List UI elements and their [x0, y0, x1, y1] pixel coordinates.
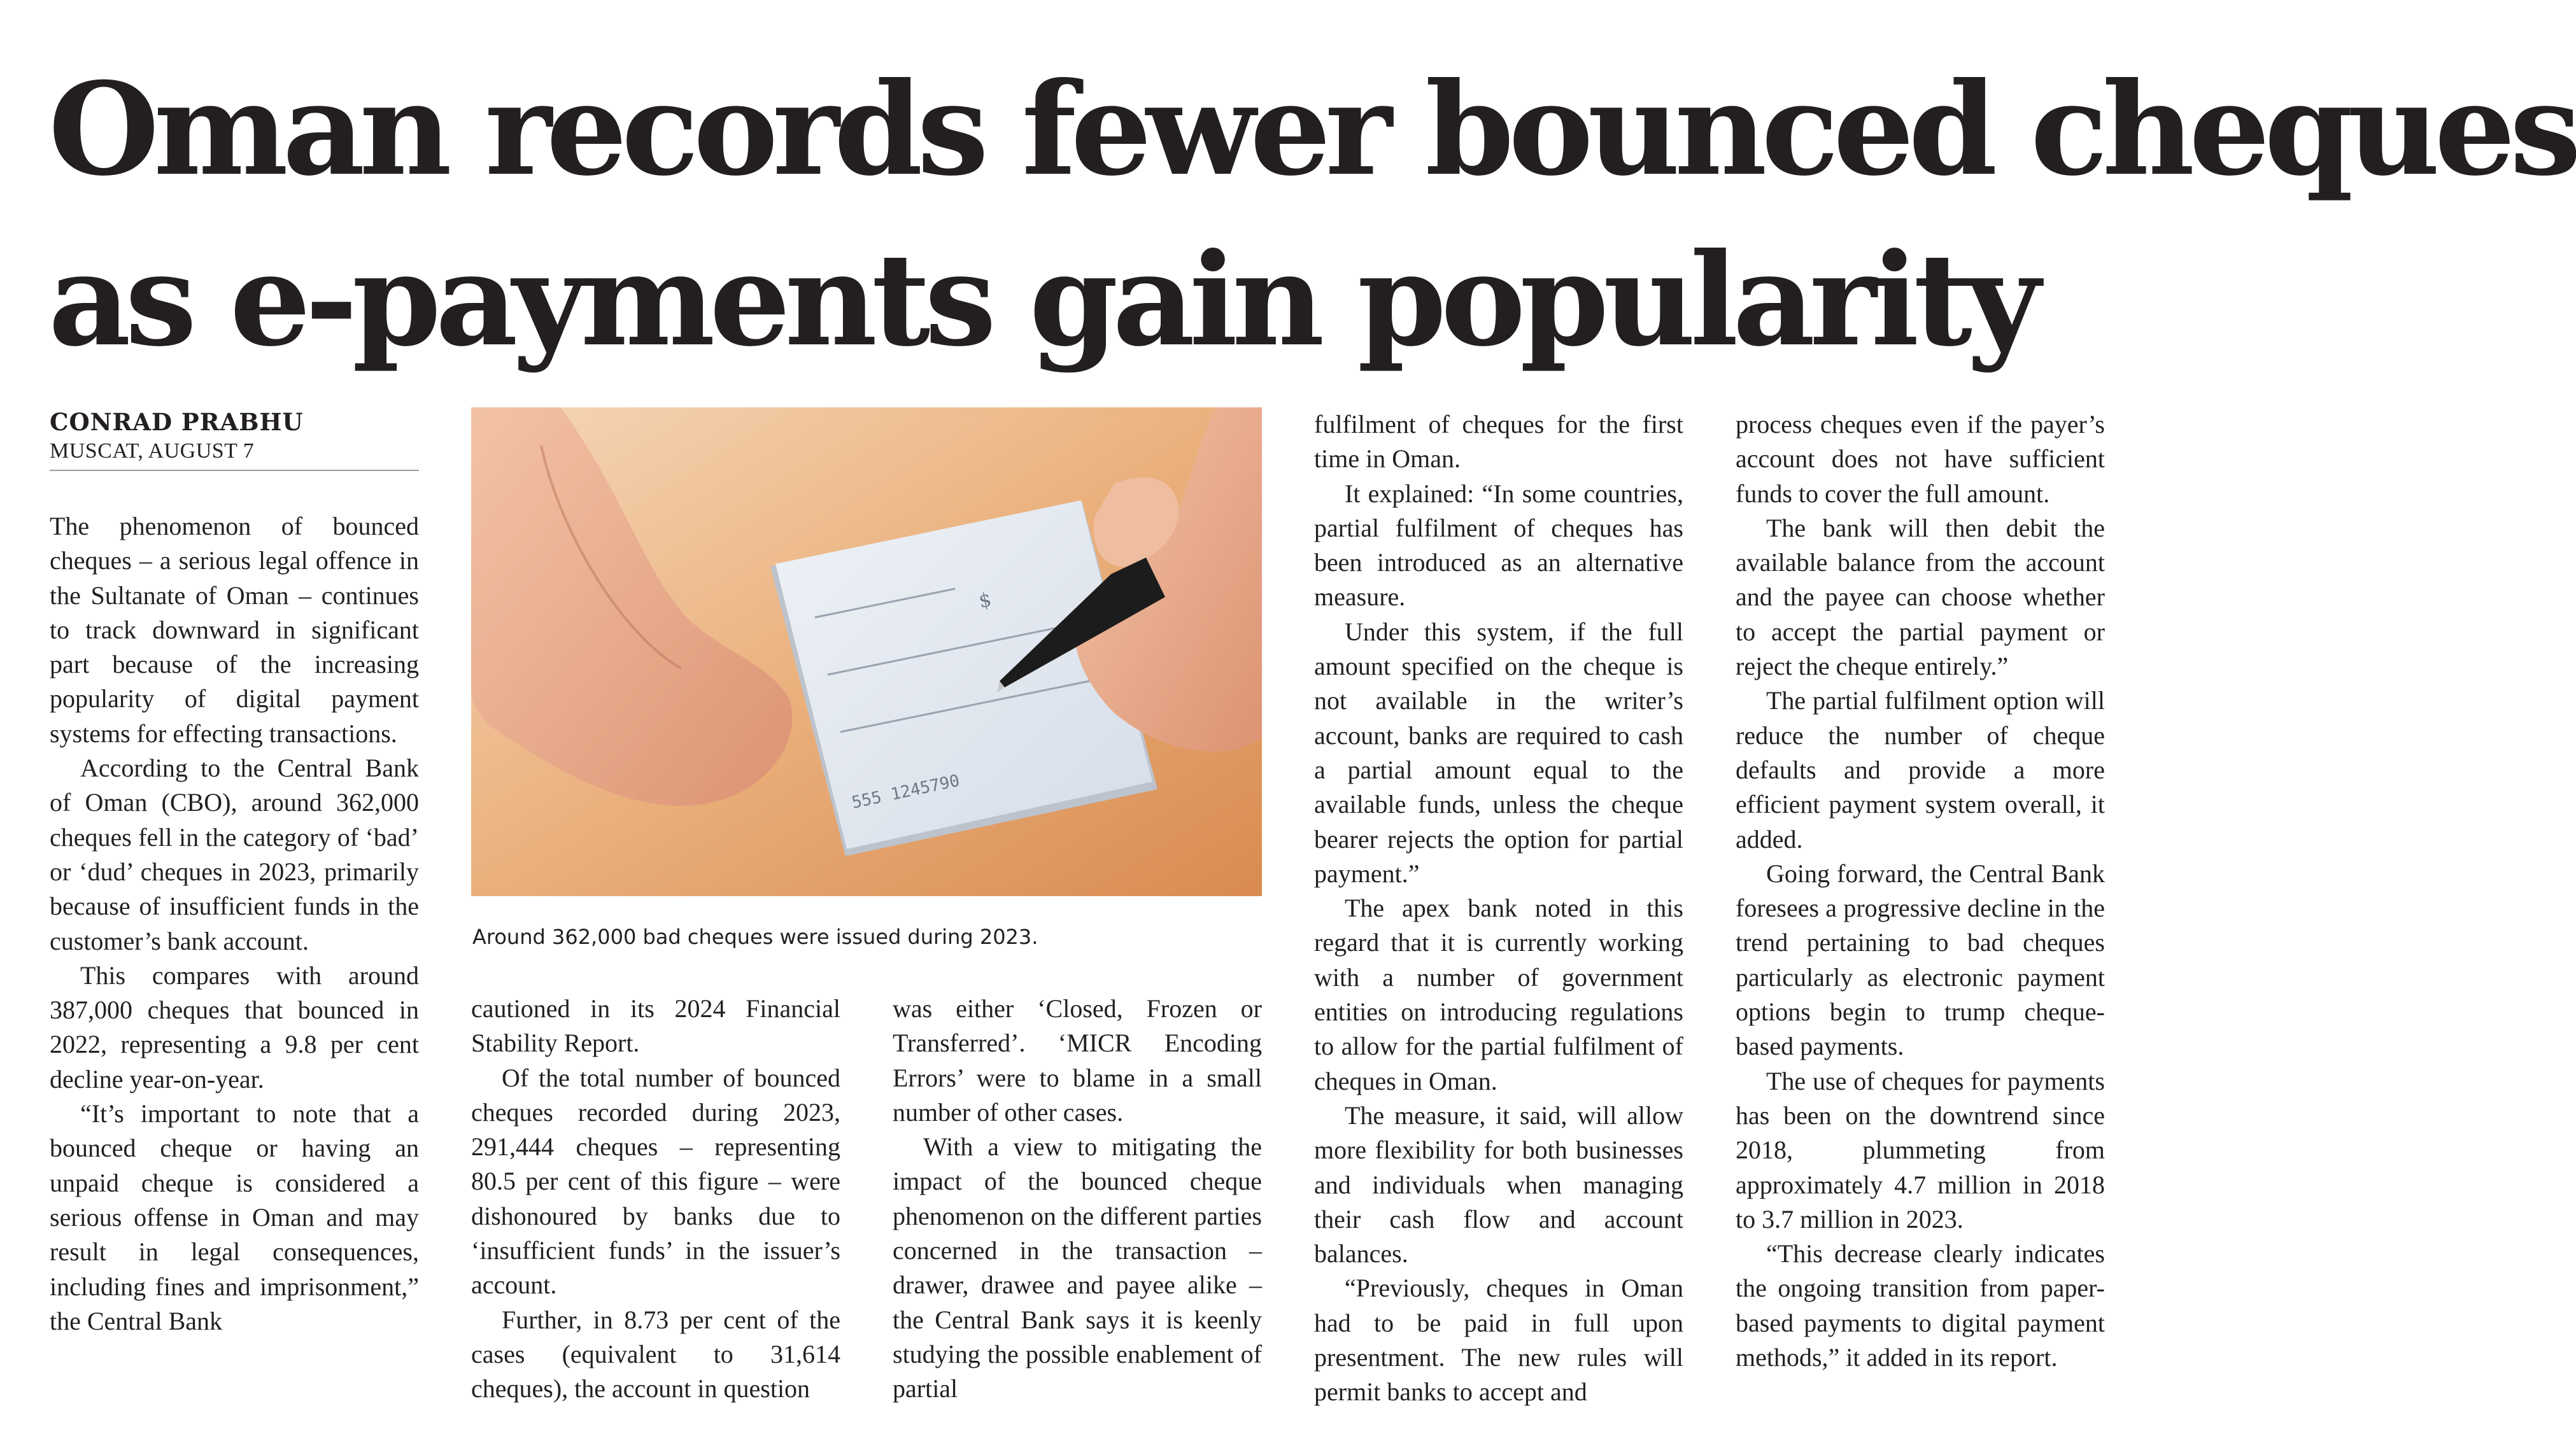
- paragraph: Further, in 8.73 per cent of the cases (equivalent to 31,614 cheques), the account in question: [471, 1305, 840, 1403]
- cheque-amount-symbol: $: [977, 588, 994, 613]
- paragraph: fulfilment of cheques for the first time in Oman.: [1314, 410, 1683, 474]
- byline-divider: [50, 470, 419, 471]
- dateline: MUSCAT, AUGUST 7: [50, 439, 255, 463]
- byline: [50, 407, 419, 471]
- author-name: CONRAD PRABHU: [50, 408, 304, 436]
- paragraph: This compares with around 387,000 cheques that bounced in 2022, representing a 9.8 per cent decline year-on-year.: [50, 960, 419, 1093]
- paragraph: According to the Central Bank of Oman (CBO), around 362,000 cheques fell in the category of ‘bad’ or ‘dud’ cheques in 2023, primarily because of insufficient funds in the customer’s bank account.: [50, 754, 419, 955]
- paragraph: cautioned in its 2024 Financial Stability Report.: [471, 994, 840, 1058]
- paragraph: was either ‘Closed, Frozen or Transferred’. ‘MICR Encoding Errors’ were to blame in a small number of other cases.: [893, 994, 1262, 1127]
- article-column-4: [1314, 407, 1683, 1410]
- paragraph: process cheques even if the payer’s account does not have sufficient funds to cover the full amount.: [1736, 410, 2105, 508]
- cheque-photo: [471, 407, 1262, 896]
- paragraph: Under this system, if the full amount specified on the cheque is not available in the writer’s account, banks are required to cash a partial amount equal to the available funds, unless the cheque bearer rejects the option for partial payment.”: [1314, 617, 1683, 888]
- photo-caption: Around 362,000 bad cheques were issued during 2023.: [472, 925, 1038, 949]
- paragraph: “It’s important to note that a bounced cheque or having an unpaid cheque is considered a serious offense in Oman and may result in legal consequences, including fines and imprisonment,” the Central Bank: [50, 1099, 419, 1335]
- paragraph: The use of cheques for payments has been on the downtrend since 2018, plummeting from approximately 4.7 million in 2018 to 3.7 million in 2023.: [1736, 1066, 2105, 1234]
- paragraph: It explained: “In some countries, partial fulfilment of cheques has been introduced as an alternative measure.: [1314, 479, 1683, 612]
- headline-line-1: Oman records fewer bounced cheques: [48, 55, 2576, 204]
- paragraph: With a view to mitigating the impact of the bounced cheque phenomenon on the different parties concerned in the transaction – drawer, drawee and payee alike – the Central Bank says it is keenly studying the possible enablement of partial: [893, 1132, 1262, 1403]
- paragraph: The bank will then debit the available balance from the account and the payee can choose whether to accept the partial payment or reject the cheque entirely.”: [1736, 513, 2105, 681]
- article-column-2: [471, 992, 840, 1407]
- headline: [48, 45, 2576, 386]
- paragraph: “This decrease clearly indicates the ongoing transition from paper-based payments to digital payment methods,” it added in its report.: [1736, 1239, 2105, 1372]
- article-column-3: [893, 992, 1262, 1407]
- paragraph: The apex bank noted in this regard that it is currently working with a number of government entities on introducing regulations to allow for the partial fulfilment of cheques in Oman.: [1314, 894, 1683, 1095]
- paragraph: The measure, it said, will allow more flexibility for both businesses and individuals when managing their cash flow and account balances.: [1314, 1100, 1683, 1269]
- headline-line-2: as e-payments gain popularity: [48, 225, 2035, 375]
- paragraph: Going forward, the Central Bank foresees a progressive decline in the trend pertaining to bad cheques particularly as electronic payment options begin to trump cheque-based payments.: [1736, 859, 2105, 1061]
- paragraph: “Previously, cheques in Oman had to be paid in full upon presentment. The new rules will permit banks to accept and: [1314, 1274, 1683, 1407]
- cheque-micr-line: 555 1245790: [850, 771, 961, 813]
- paragraph: The phenomenon of bounced cheques – a serious legal offence in the Sultanate of Oman – continues to track downward in significant part because of the increasing popularity of digital payment systems for effecting transactions.: [50, 512, 419, 748]
- article-column-5: [1736, 407, 2105, 1375]
- paragraph: The partial fulfilment option will reduce the number of cheque defaults and provide a more efficient payment system overall, it added.: [1736, 686, 2105, 854]
- paragraph: Of the total number of bounced cheques recorded during 2023, 291,444 cheques – representing 80.5 per cent of this figure – were dishonoured by banks due to ‘insufficient funds’ in the issuer’s account.: [471, 1063, 840, 1300]
- article-column-1: [50, 509, 419, 1339]
